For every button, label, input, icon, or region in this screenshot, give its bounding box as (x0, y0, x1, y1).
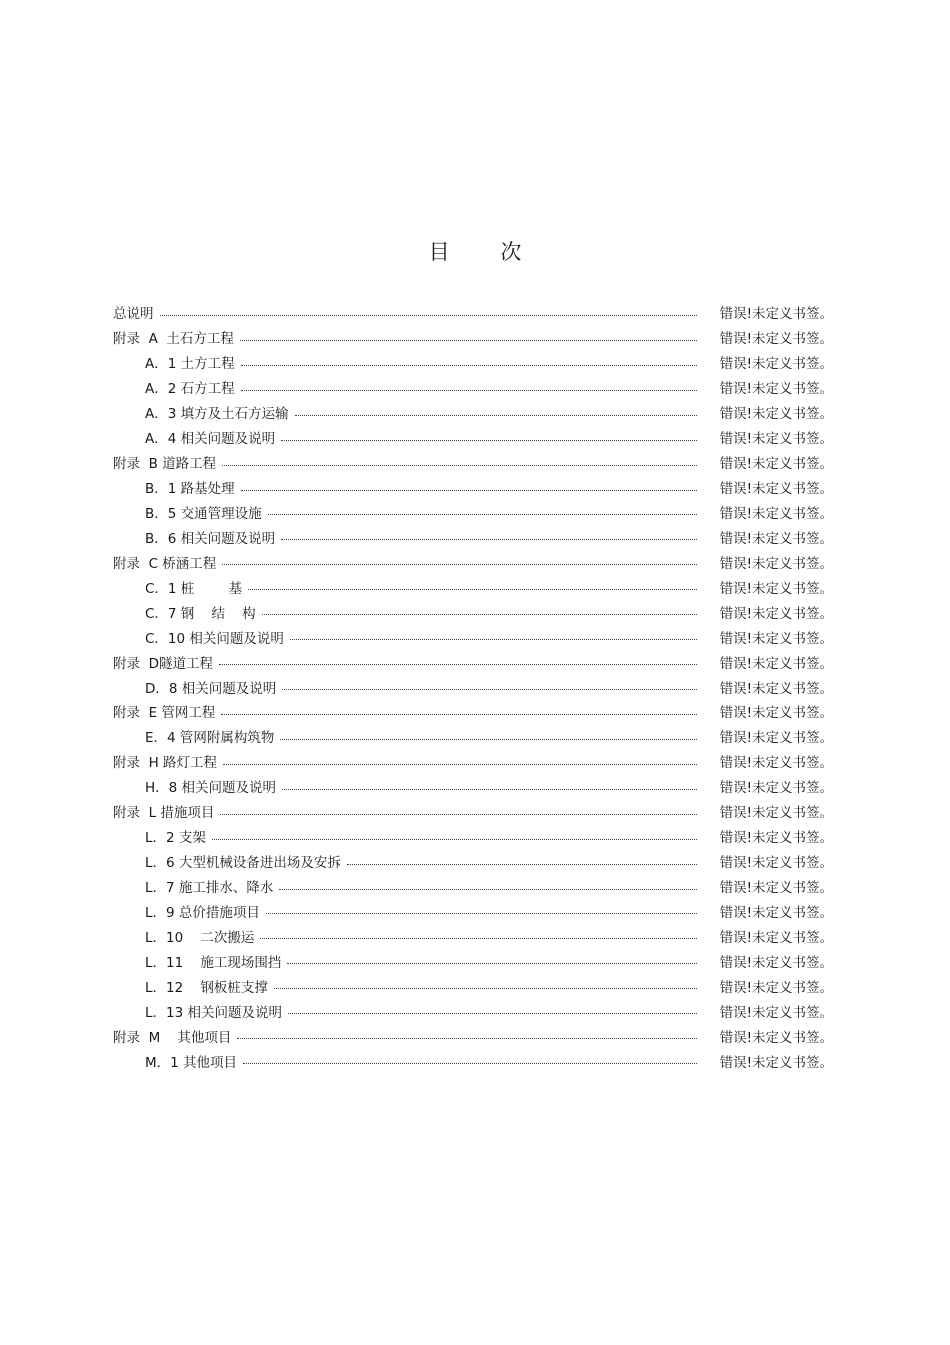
toc-entry-label: 附录 L 措施项目 (113, 805, 215, 822)
toc-subentry[interactable] (113, 998, 833, 1023)
dot-leader (221, 714, 697, 715)
toc-page-reference: 错误!未定义书签。 (719, 655, 833, 672)
toc-page-reference: 错误!未定义书签。 (719, 1054, 833, 1071)
dot-leader (266, 913, 697, 914)
toc-subentry[interactable] (113, 849, 833, 874)
toc-subentry[interactable] (113, 350, 833, 375)
toc-subentry[interactable] (113, 425, 833, 450)
toc-page-reference: 错误!未定义书签。 (719, 456, 833, 473)
dot-leader (220, 814, 697, 815)
dot-leader (248, 589, 697, 590)
toc-entry-label: M．1 其他项目 (145, 1054, 238, 1071)
toc-subentry[interactable] (113, 524, 833, 549)
dot-leader (281, 440, 697, 441)
toc-entry-label: 附录 C 桥涵工程 (113, 555, 217, 572)
toc-subentry[interactable] (113, 400, 833, 425)
dot-leader (280, 739, 697, 740)
dot-leader (237, 1038, 697, 1039)
toc-entry[interactable] (113, 549, 833, 574)
toc-entry-label: A．3 填方及土石方运输 (145, 406, 289, 423)
toc-subentry[interactable] (113, 724, 833, 749)
toc-page-reference: 错误!未定义书签。 (719, 880, 833, 897)
toc-page-reference: 错误!未定义书签。 (719, 406, 833, 423)
dot-leader (240, 340, 697, 341)
toc-page-reference: 错误!未定义书签。 (719, 481, 833, 498)
toc-page-reference: 错误!未定义书签。 (719, 381, 833, 398)
toc-subentry[interactable] (113, 824, 833, 849)
toc-entry-label: 附录 M 其他项目 (113, 1029, 232, 1046)
toc-entry-label: 附录 D隧道工程 (113, 655, 213, 672)
toc-entry[interactable] (113, 300, 833, 325)
dot-leader (279, 889, 697, 890)
toc-subentry[interactable] (113, 624, 833, 649)
page-title: 目 次 (428, 240, 544, 264)
dot-leader (268, 514, 697, 515)
toc-subentry[interactable] (113, 674, 833, 699)
dot-leader (219, 664, 697, 665)
toc-entry-label: 附录 H 路灯工程 (113, 755, 218, 772)
dot-leader (212, 839, 697, 840)
dot-leader (288, 1013, 697, 1014)
dot-leader (282, 689, 697, 690)
toc-page-reference: 错误!未定义书签。 (719, 730, 833, 747)
toc-subentry[interactable] (113, 899, 833, 924)
toc-entry[interactable] (113, 325, 833, 350)
toc-entry-label: L．7 施工排水、降水 (145, 880, 274, 897)
toc-entry-label: D．8 相关问题及说明 (145, 680, 277, 697)
toc-entry[interactable] (113, 649, 833, 674)
toc-entry-label: L．2 支架 (145, 830, 206, 847)
toc-page-reference: 错误!未定义书签。 (719, 755, 833, 772)
toc-entry-label: 附录 A 土石方工程 (113, 331, 234, 348)
dot-leader (347, 864, 697, 865)
toc-entry-label: C．7 钢 结 构 (145, 605, 256, 622)
toc-page-reference: 错误!未定义书签。 (719, 855, 833, 872)
toc-page-reference: 错误!未定义书签。 (719, 705, 833, 722)
toc-page-reference: 错误!未定义书签。 (719, 1029, 833, 1046)
toc-entry[interactable] (113, 450, 833, 475)
table-of-contents (113, 300, 833, 1073)
toc-entry[interactable] (113, 699, 833, 724)
dot-leader (241, 490, 697, 491)
toc-entry-label: E．4 管网附属构筑物 (145, 730, 275, 747)
toc-entry-label: 附录 E 管网工程 (113, 705, 216, 722)
toc-page-reference: 错误!未定义书签。 (719, 605, 833, 622)
toc-entry-label: B．5 交通管理设施 (145, 505, 262, 522)
toc-page-reference: 错误!未定义书签。 (719, 954, 833, 971)
toc-page-reference: 错误!未定义书签。 (719, 505, 833, 522)
toc-entry-label: L．12 钢板桩支撑 (145, 979, 268, 996)
toc-entry[interactable] (113, 799, 833, 824)
dot-leader (260, 938, 697, 939)
toc-subentry[interactable] (113, 599, 833, 624)
dot-leader (241, 365, 697, 366)
toc-subentry[interactable] (113, 874, 833, 899)
toc-subentry[interactable] (113, 948, 833, 973)
dot-leader (287, 963, 697, 964)
toc-entry-label: L．11 施工现场围挡 (145, 954, 282, 971)
toc-subentry[interactable] (113, 1048, 833, 1073)
toc-entry-label: 附录 B 道路工程 (113, 456, 217, 473)
toc-page-reference: 错误!未定义书签。 (719, 331, 833, 348)
toc-subentry[interactable] (113, 774, 833, 799)
toc-entry[interactable] (113, 749, 833, 774)
dot-leader (241, 390, 697, 391)
toc-subentry[interactable] (113, 475, 833, 500)
dot-leader (281, 539, 697, 540)
dot-leader (223, 764, 697, 765)
toc-subentry[interactable] (113, 973, 833, 998)
toc-entry-label: A．2 石方工程 (145, 381, 235, 398)
toc-entry-label: L．13 相关问题及说明 (145, 1004, 282, 1021)
toc-entry-label: L．6 大型机械设备进出场及安拆 (145, 855, 341, 872)
dot-leader (290, 639, 697, 640)
toc-page-reference: 错误!未定义书签。 (719, 580, 833, 597)
toc-entry-label: B．6 相关问题及说明 (145, 530, 276, 547)
dot-leader (222, 465, 697, 466)
toc-page-reference: 错误!未定义书签。 (719, 1004, 833, 1021)
dot-leader (243, 1063, 697, 1064)
dot-leader (282, 789, 697, 790)
toc-subentry[interactable] (113, 375, 833, 400)
toc-entry-label: A．4 相关问题及说明 (145, 431, 276, 448)
dot-leader (295, 415, 697, 416)
toc-entry[interactable] (113, 1023, 833, 1048)
toc-page-reference: 错误!未定义书签。 (719, 306, 833, 323)
toc-subentry[interactable] (113, 500, 833, 525)
toc-entry-label: H．8 相关问题及说明 (145, 780, 277, 797)
dot-leader (262, 614, 697, 615)
toc-page-reference: 错误!未定义书签。 (719, 780, 833, 797)
toc-entry-label: L．9 总价措施项目 (145, 904, 260, 921)
toc-page-reference: 错误!未定义书签。 (719, 356, 833, 373)
dot-leader (160, 315, 698, 316)
toc-page-reference: 错误!未定义书签。 (719, 431, 833, 448)
toc-entry-label: C．10 相关问题及说明 (145, 630, 284, 647)
toc-page-reference: 错误!未定义书签。 (719, 630, 833, 647)
toc-page-reference: 错误!未定义书签。 (719, 929, 833, 946)
toc-entry-label: B．1 路基处理 (145, 481, 235, 498)
toc-page-reference: 错误!未定义书签。 (719, 680, 833, 697)
toc-page-reference: 错误!未定义书签。 (719, 530, 833, 547)
toc-subentry[interactable] (113, 923, 833, 948)
toc-entry-label: C．1 桩 基 (145, 580, 243, 597)
toc-page-reference: 错误!未定义书签。 (719, 805, 833, 822)
toc-page-reference: 错误!未定义书签。 (719, 904, 833, 921)
dot-leader (274, 988, 697, 989)
toc-page-reference: 错误!未定义书签。 (719, 979, 833, 996)
toc-page-reference: 错误!未定义书签。 (719, 830, 833, 847)
toc-subentry[interactable] (113, 574, 833, 599)
toc-page-reference: 错误!未定义书签。 (719, 555, 833, 572)
dot-leader (222, 564, 697, 565)
toc-entry-label: 总说明 (113, 306, 154, 323)
toc-entry-label: A．1 土方工程 (145, 356, 235, 373)
toc-entry-label: L．10 二次搬运 (145, 929, 255, 946)
